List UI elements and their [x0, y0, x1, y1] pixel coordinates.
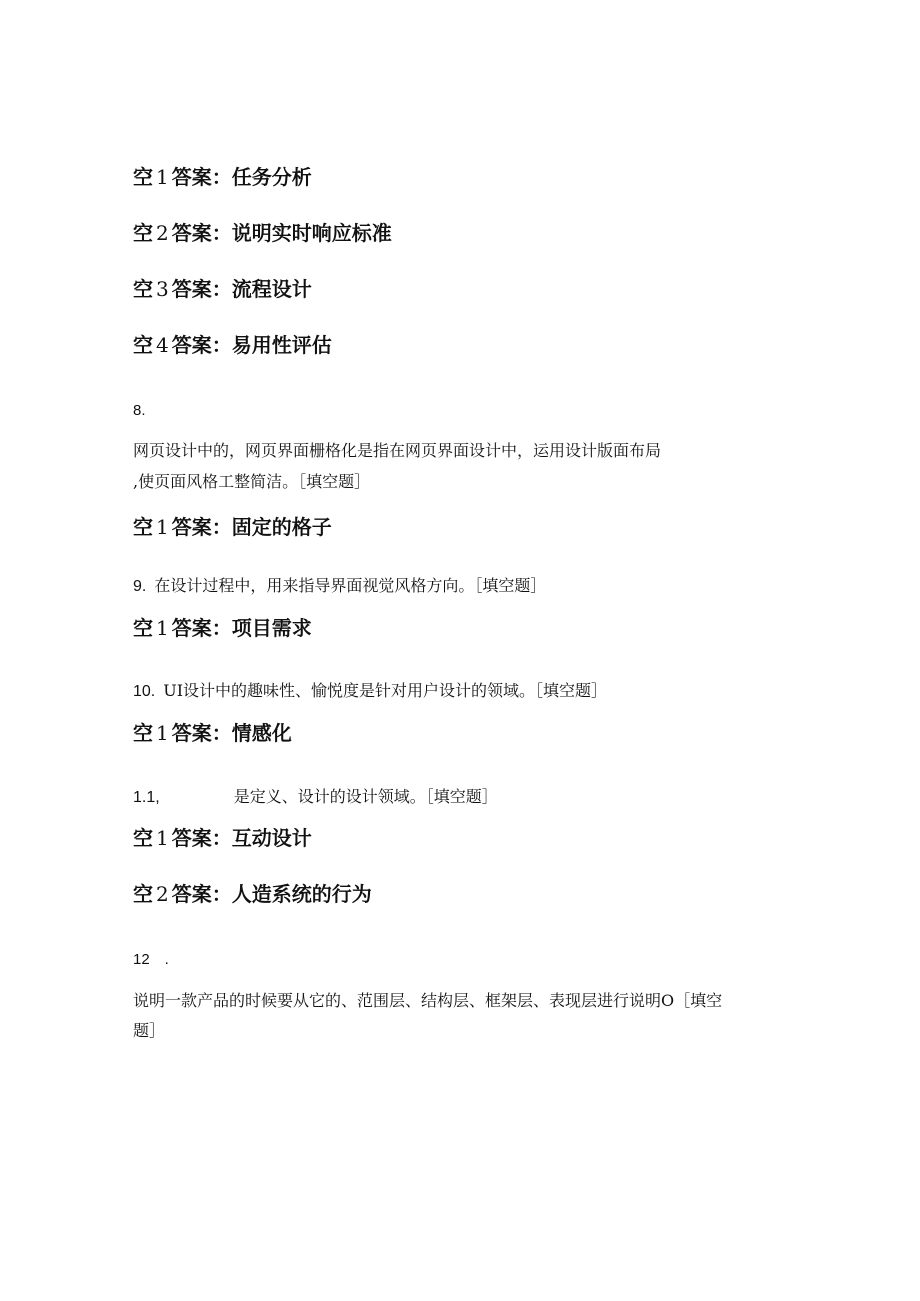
answer-line — [133, 276, 312, 302]
answer-label: 答案： — [171, 826, 232, 850]
answer-label: 答案： — [171, 616, 232, 640]
question-number: 9. — [133, 578, 147, 595]
answer-label: 答案： — [171, 165, 232, 189]
question-number: 10. — [133, 683, 156, 700]
answer-value: 固定的格子 — [231, 515, 332, 539]
answer-label: 答案： — [171, 221, 232, 245]
answer-prefix: 空 — [133, 165, 153, 189]
answer-prefix: 空 — [133, 515, 153, 539]
answer-prefix: 空 — [133, 882, 153, 906]
answer-value: 任务分析 — [231, 165, 312, 189]
answer-label: 答案： — [171, 277, 232, 301]
blank-number: 1 — [156, 826, 169, 850]
question-text: UI设计中的趣味性、愉悦度是针对用户设计的领域。［填空题］ — [163, 681, 608, 700]
blank-number: 1 — [156, 616, 169, 640]
question-line — [133, 680, 607, 703]
answer-value: 说明实时响应标准 — [231, 221, 392, 245]
blank-number: 2 — [156, 882, 169, 906]
answer-prefix: 空 — [133, 826, 153, 850]
question-line — [133, 786, 498, 809]
answer-label: 答案： — [171, 721, 232, 745]
answer-label: 答案： — [171, 882, 232, 906]
answer-line — [133, 514, 332, 540]
question-text: 是定义、设计的设计领域。［填空题］ — [233, 787, 498, 806]
answer-value: 人造系统的行为 — [231, 882, 372, 906]
question-number: 1.1, — [133, 789, 160, 806]
blank-number: 4 — [156, 333, 169, 357]
blank-number: 1 — [156, 165, 169, 189]
question-text: ,使页面风格工整简洁。［填空题］ — [133, 472, 371, 491]
blank-number: 2 — [156, 221, 169, 245]
answer-line — [133, 615, 312, 641]
answer-line — [133, 164, 312, 190]
question-line — [133, 575, 546, 598]
question-number: 8. — [133, 402, 146, 419]
answer-prefix: 空 — [133, 221, 153, 245]
blank-number: 1 — [156, 515, 169, 539]
question-text: 题］ — [133, 1021, 166, 1040]
answer-prefix: 空 — [133, 616, 153, 640]
answer-prefix: 空 — [133, 721, 153, 745]
answer-line — [133, 220, 392, 246]
question-text: 在设计过程中，用来指导界面视觉风格方向。［填空题］ — [154, 576, 547, 595]
question-text: 说明一款产品的时候要从它的、范围层、结构层、框架层、表现层进行说明O［填空 — [133, 991, 723, 1010]
answer-label: 答案： — [171, 515, 232, 539]
blank-number: 3 — [156, 277, 169, 301]
answer-prefix: 空 — [133, 277, 153, 301]
answer-value: 情感化 — [231, 721, 292, 745]
answer-line — [133, 720, 292, 746]
answer-label: 答案： — [171, 333, 232, 357]
answer-value: 项目需求 — [231, 616, 312, 640]
question-number: 12 . — [133, 951, 169, 968]
answer-line — [133, 825, 312, 851]
answer-line — [133, 332, 332, 358]
blank-number: 1 — [156, 721, 169, 745]
question-text: 网页设计中的，网页界面栅格化是指在网页界面设计中，运用设计版面布局 — [133, 441, 662, 460]
answer-line — [133, 881, 372, 907]
answer-value: 易用性评估 — [231, 333, 332, 357]
answer-value: 流程设计 — [231, 277, 312, 301]
answer-prefix: 空 — [133, 333, 153, 357]
answer-value: 互动设计 — [231, 826, 312, 850]
